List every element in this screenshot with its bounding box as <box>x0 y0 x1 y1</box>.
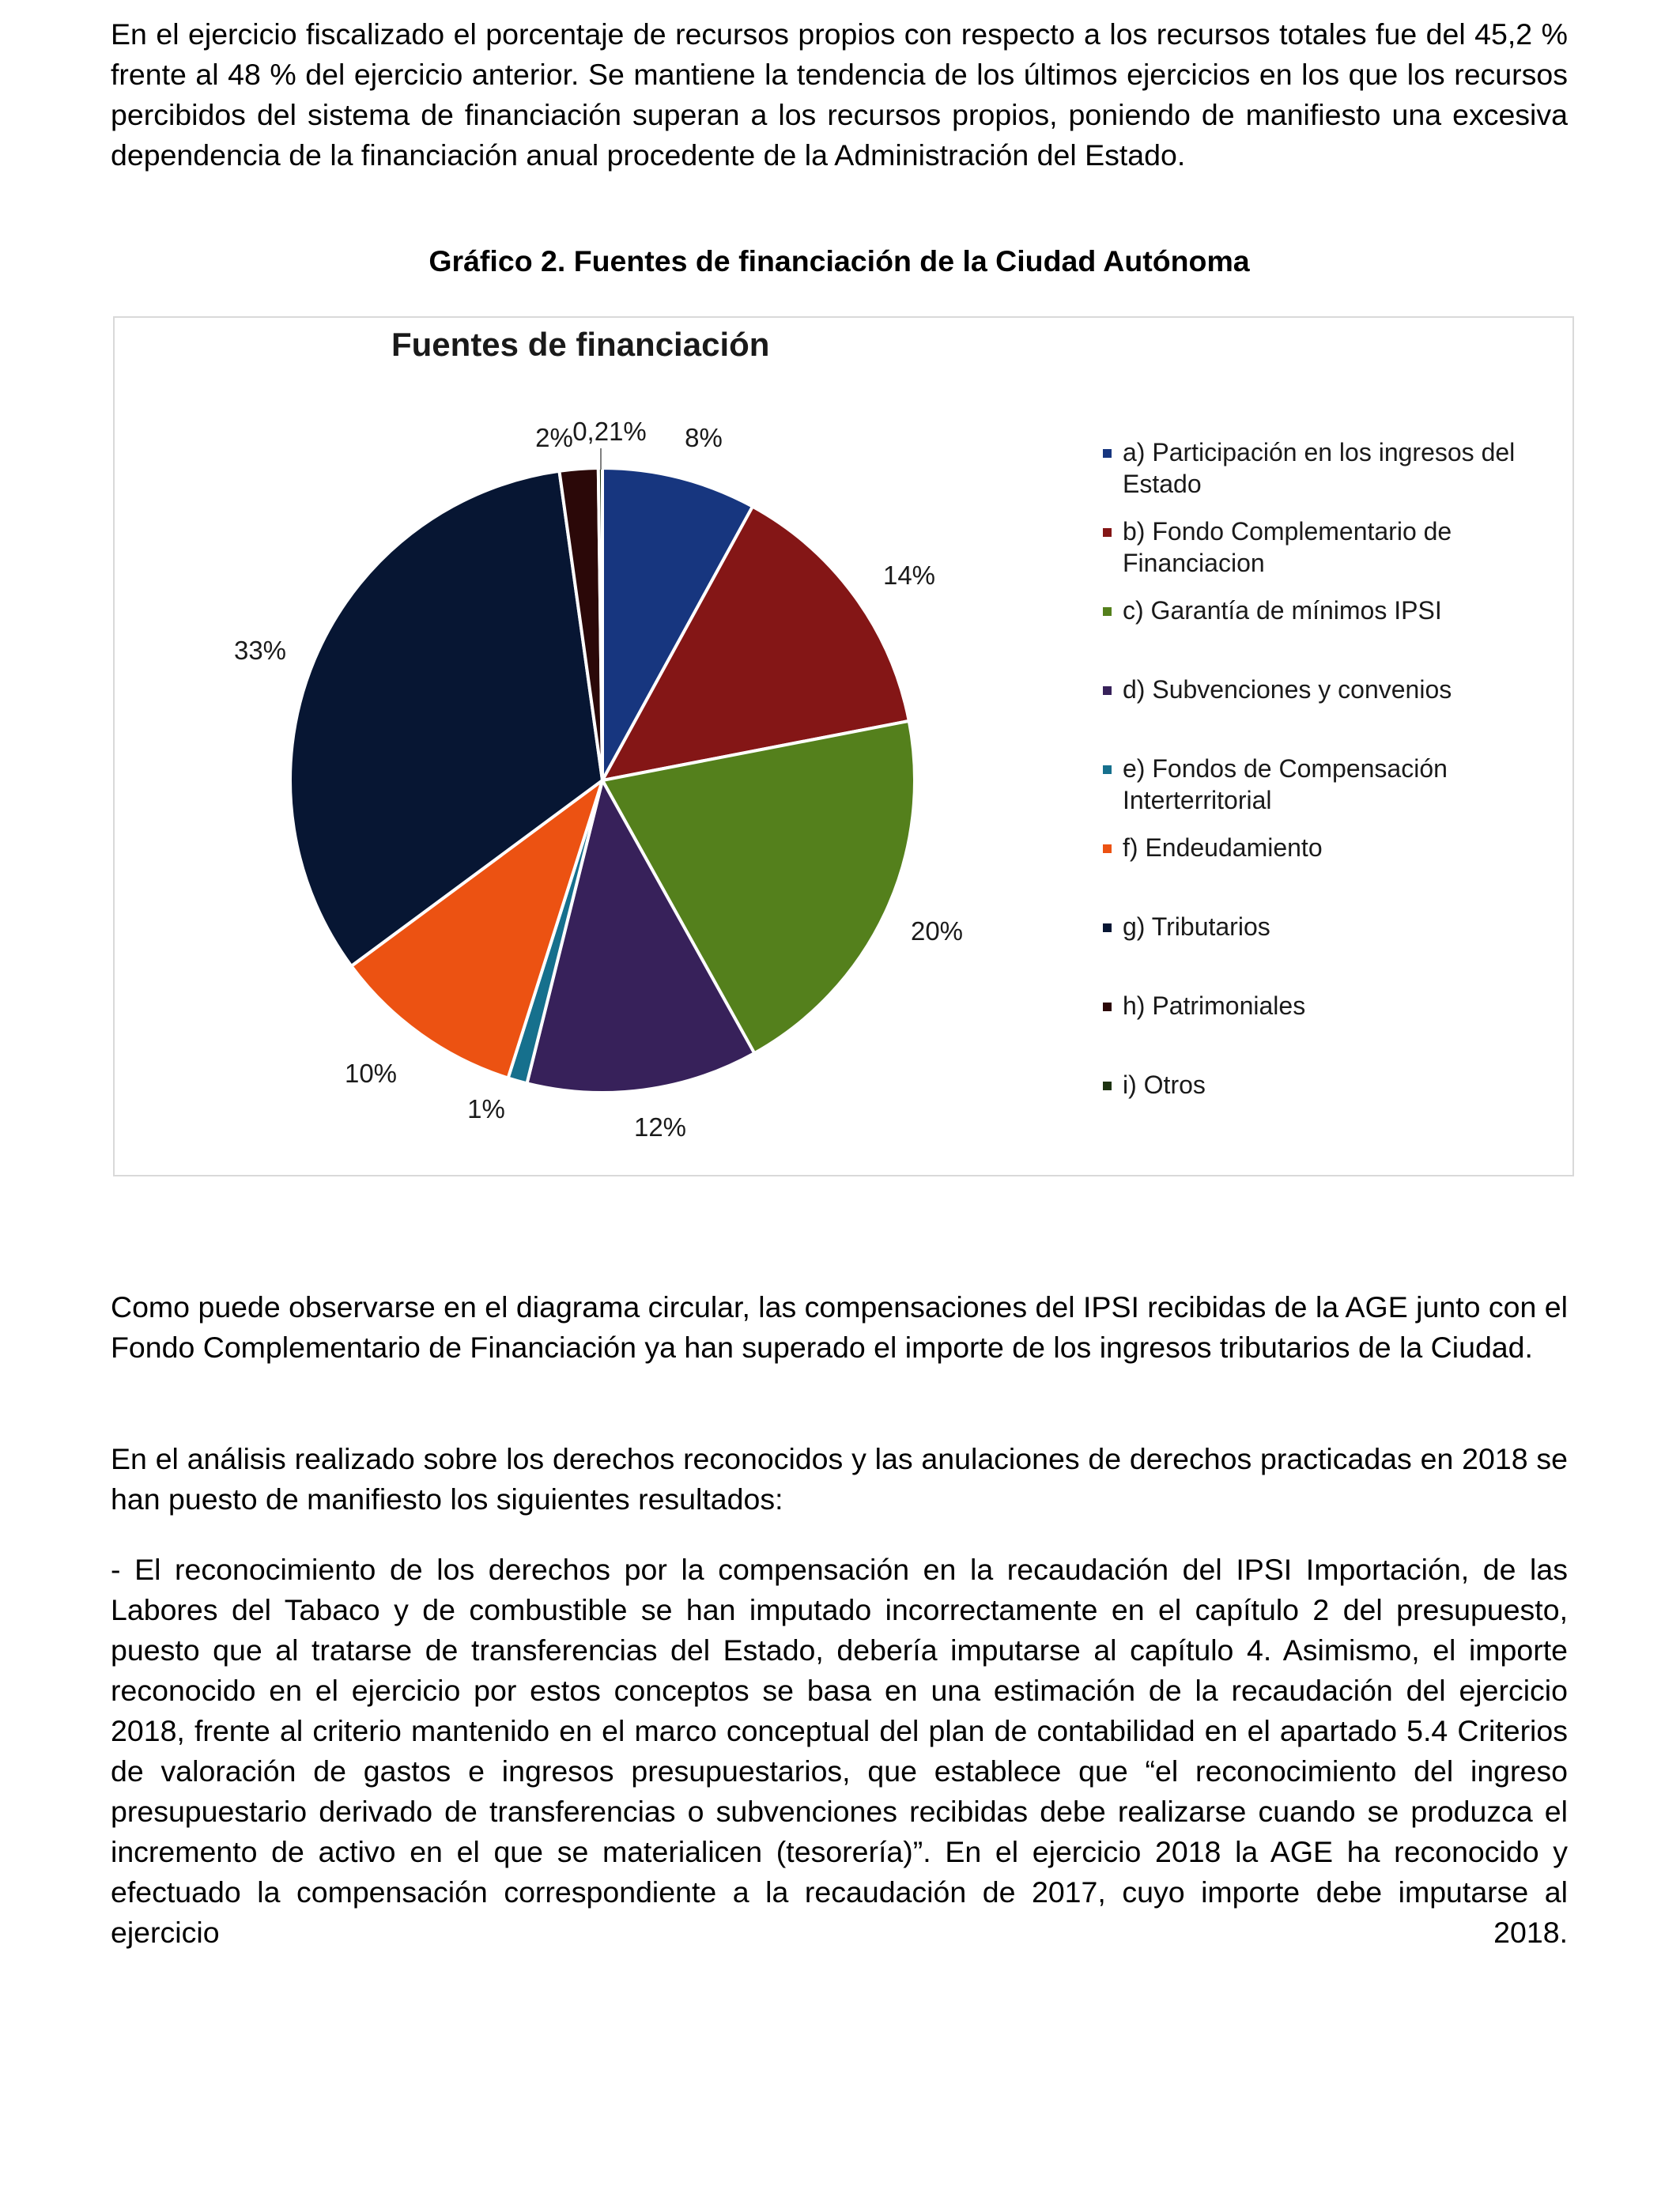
figure-caption: Gráfico 2. Fuentes de financiación de la Ciudad Autónoma <box>428 244 1250 278</box>
paragraph-analysis: Como puede observarse en el diagrama circular, las compensaciones del IPSI recibidas de la AGE junto con el Fondo Complementario de Financiación ya han superado el importe de los ingresos tributarios de la Ciudad. <box>111 1290 1568 1364</box>
legend-item <box>1103 1069 1561 1101</box>
intro-paragraph: En el ejercicio fiscalizado el porcentaje de recursos propios con respecto a los recursos totales fue del 45,2 % frente al 48 % del ejercicio anterior. Se mantiene la tendencia de los últimos ejercicios en los que los recursos percibidos del sistema de financiación superan a los recursos propios, poniendo de manifiesto una excesiva dependencia de la financiación anual procedente de la Administración del Estado. <box>111 17 1568 172</box>
legend-label: b) Fondo Complementario de Financiacion <box>1123 517 1452 577</box>
paragraph-findings: - El reconocimiento de los derechos por la compensación en la recaudación del IPSI Importación, de las Labores del Tabaco y de combustible se han imputado incorrectamente en el capítulo 2 del presupuesto, puesto que al tratarse de transferencias del Estado, debería imputarse al capítulo 4. Asimismo, el importe reconocido en el ejercicio por estos conceptos se basa en una estimación de la recaudación del ejercicio 2018, frente al criterio mantenido en el marco conceptual del plan de contabilidad en el apartado 5.4 Criterios de valoración de gastos e ingresos presupuestarios, que establece que “el reconocimiento del ingreso presupuestario derivado de transferencias o subvenciones recibidas debe realizarse cuando se produzca el incremento de activo en el que se materialicen (tesorería)”. En el ejercicio 2018 la AGE ha reconocido y efectuado la compensación correspondiente a la recaudación de 2017, cuyo importe debe imputarse al ejercicio 2018. <box>111 1553 1568 1949</box>
paragraph-results-intro: En el análisis realizado sobre los derechos reconocidos y las anulaciones de derechos practicadas en 2018 se han puesto de manifiesto los siguientes resultados: <box>111 1442 1568 1516</box>
legend-swatch <box>1103 1082 1112 1090</box>
legend-item <box>1103 515 1561 579</box>
slice-data-label: 1% <box>467 1094 505 1123</box>
legend-label: f) Endeudamiento <box>1123 833 1323 862</box>
legend-swatch <box>1103 528 1112 537</box>
legend-label: i) Otros <box>1123 1071 1206 1099</box>
slice-data-label: 20% <box>910 916 964 946</box>
legend-swatch <box>1103 844 1112 853</box>
slice-data-label: 2% <box>535 423 573 452</box>
legend-item <box>1103 911 1561 942</box>
legend-label: g) Tributarios <box>1123 912 1270 941</box>
legend-swatch <box>1103 1003 1112 1011</box>
pie-chart-frame <box>113 316 1574 1176</box>
slice-data-label: 33% <box>233 636 287 665</box>
legend-swatch <box>1103 607 1112 616</box>
slice-data-label: 0,21% <box>572 417 647 446</box>
slice-data-label: 12% <box>633 1112 687 1142</box>
slice-data-label: 8% <box>685 423 723 452</box>
legend-swatch <box>1103 923 1112 932</box>
legend-item <box>1103 595 1561 626</box>
slice-data-label: 14% <box>882 561 936 590</box>
chart-title: Fuentes de financiación <box>391 326 770 363</box>
legend-item <box>1103 753 1561 816</box>
legend-item <box>1103 436 1561 500</box>
legend-label: c) Garantía de mínimos IPSI <box>1123 596 1442 625</box>
legend-label: d) Subvenciones y convenios <box>1123 675 1452 704</box>
legend-swatch <box>1103 765 1112 774</box>
legend-label: e) Fondos de Compensación Interterritorial <box>1123 754 1448 814</box>
legend-label: h) Patrimoniales <box>1123 991 1306 1020</box>
legend-swatch <box>1103 686 1112 695</box>
legend-item <box>1103 990 1561 1021</box>
slice-data-label: 10% <box>344 1059 398 1088</box>
legend-label: a) Participación en los ingresos del Estado <box>1123 438 1516 498</box>
legend-item <box>1103 832 1561 863</box>
legend-swatch <box>1103 449 1112 458</box>
legend-item <box>1103 674 1561 705</box>
